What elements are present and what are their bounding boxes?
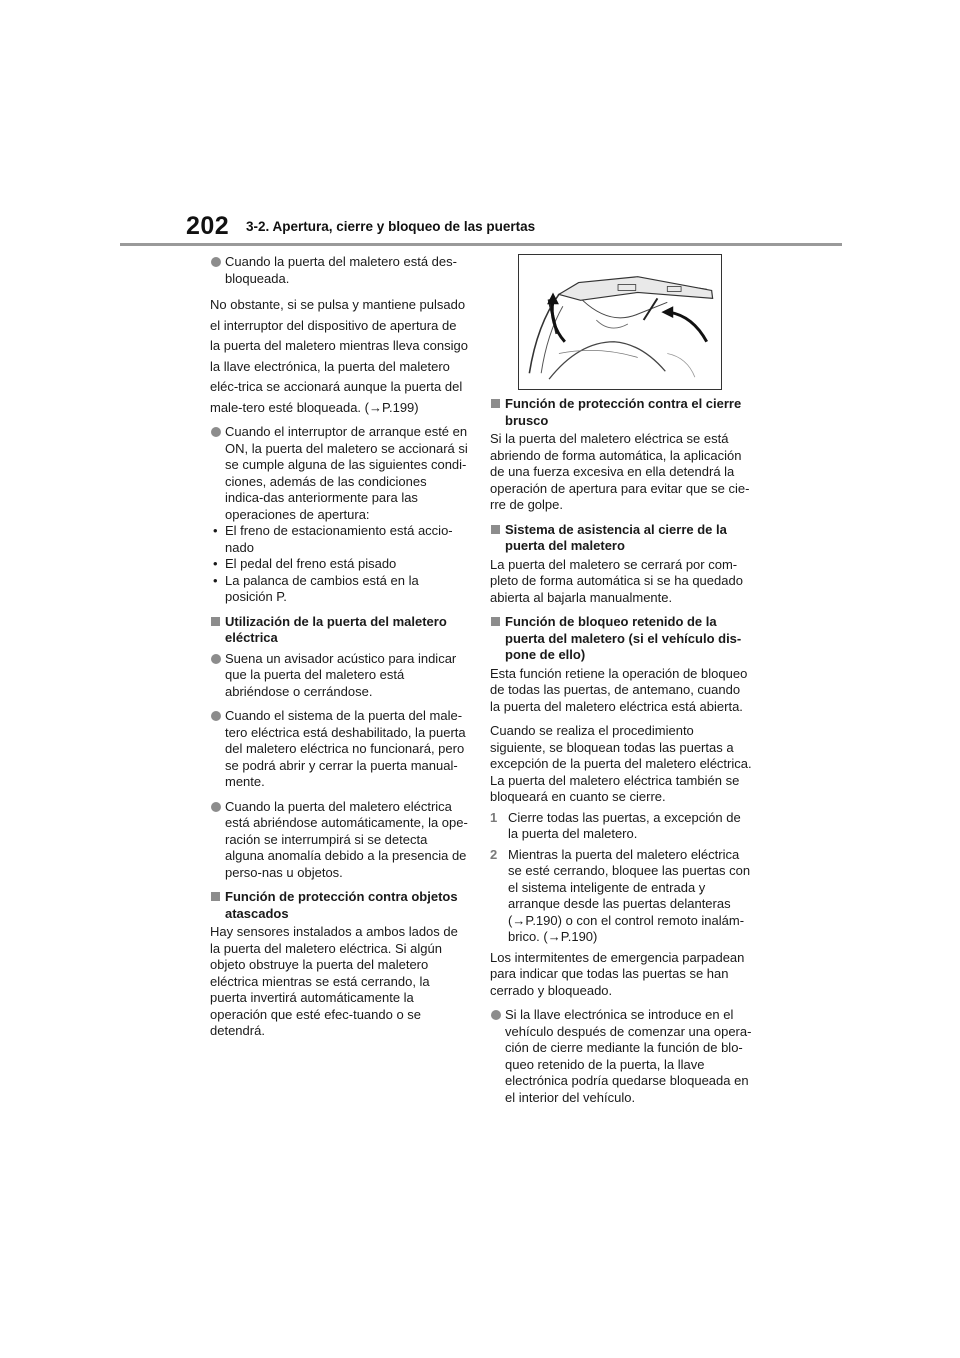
- paragraph: Los intermitentes de emergencia parpadean para indicar que todas las puertas se han cerrado y bloqueado.: [490, 949, 745, 998]
- bullet-item: Cuando el interruptor de arranque esté en ON, la puerta del maletero se accionará si se cumple alguna de las siguientes condi-ciones, además de las condiciones indica-das anteriormente para las operaciones de apertura:: [210, 424, 468, 523]
- step-text: Cierre todas las puertas, a excepción de la puerta del maletero.: [508, 809, 741, 841]
- step-text: Mientras la puerta del maletero eléctrica se esté cerrando, bloquee las puertas con el sistema inteligente de entrada y arranque desde las puertas delanteras (→P.190) o con el control remoto inalám-brico. (→P.190): [508, 846, 751, 944]
- left-column: [210, 254, 468, 1048]
- sub-list-item: • El freno de estacionamiento está accio-nado: [210, 523, 468, 556]
- paragraph: Cuando se realiza el procedimiento siguiente, se bloquean todas las puertas a excepción de la puerta del maletero eléctrica. La puerta del maletero eléctrica también se bloqueará en cuanto se cierre.: [490, 723, 752, 804]
- paragraph: Si la puerta del maletero eléctrica se está abriendo de forma automática, la aplicación de una fuerza excesiva en ella detendrá la operación de apertura para evitar que se cie-rre de golpe.: [490, 431, 750, 512]
- paragraph: Esta función retiene la operación de bloqueo de todas las puertas, de antemano, cuando la puerta del maletero eléctrica está abierta.: [490, 665, 748, 714]
- section-heading: Función de protección contra objetos atascados: [210, 889, 468, 922]
- bullet-item: Cuando la puerta del maletero eléctrica está abriéndose automáticamente, la ope-ración se interrumpirá si se detecta alguna anomalía debido a la presencia de perso-nas u objetos.: [210, 799, 468, 882]
- header-divider: [120, 243, 842, 246]
- bullet-item: Cuando el sistema de la puerta del male-tero eléctrica está deshabilitado, la puerta del maletero eléctrica no funcionará, pero se podrá abrir y cerrar la puerta manual-mente.: [210, 708, 468, 791]
- paragraph: Hay sensores instalados a ambos lados de la puerta del maletero eléctrica. Si algún objeto obstruye la puerta del maletero eléctrica mientras se está cerrando, la puerta invertirá automáticamente la operación que esté efec-tuando o se detendrá.: [210, 924, 458, 1038]
- tailgate-illustration: [518, 254, 722, 390]
- sub-list-item: • La palanca de cambios está en la posición P.: [210, 573, 468, 606]
- chapter-title: 3-2. Apertura, cierre y bloqueo de las puertas: [246, 219, 536, 234]
- bullet-item: Si la llave electrónica se introduce en el vehículo después de comenzar una opera-ción de cierre mediante la función de blo-queo retenido de la puerta, la llave electrónica podría quedarse bloqueada en el interior del vehículo.: [490, 1007, 752, 1106]
- page-number: 202: [186, 212, 230, 240]
- step-number: 1: [490, 809, 498, 825]
- section-heading: Utilización de la puerta del maletero eléctrica: [210, 614, 468, 647]
- sub-list-item: • El pedal del freno está pisado: [210, 556, 468, 573]
- section-heading: Sistema de asistencia al cierre de la puerta del maletero: [490, 522, 752, 555]
- bullet-item: Cuando la puerta del maletero está des-bloqueada.: [210, 254, 468, 287]
- paragraph: No obstante, si se pulsa y mantiene pulsado el interruptor del dispositivo de apertura de la puerta del maletero mientras lleva consigo la llave electrónica, la puerta del maletero eléc-trica se accionará aunque la puerta del male-tero esté bloqueada. (→P.199): [210, 297, 468, 415]
- paragraph: La puerta del maletero se cerrará por com-pleto de forma automática si se ha quedado abierta al bajarla manualmente.: [490, 556, 743, 605]
- step-item: [490, 847, 752, 946]
- step-item: [490, 810, 752, 843]
- step-number: 2: [490, 846, 498, 862]
- section-heading: Función de protección contra el cierre brusco: [490, 396, 752, 429]
- bullet-item: Suena un avisador acústico para indicar que la puerta del maletero está abriéndose o cerrándose.: [210, 651, 468, 701]
- right-column: [490, 254, 752, 1114]
- section-heading: Función de bloqueo retenido de la puerta del maletero (si el vehículo dis-pone de ello): [490, 614, 752, 664]
- sub-list: [210, 523, 468, 606]
